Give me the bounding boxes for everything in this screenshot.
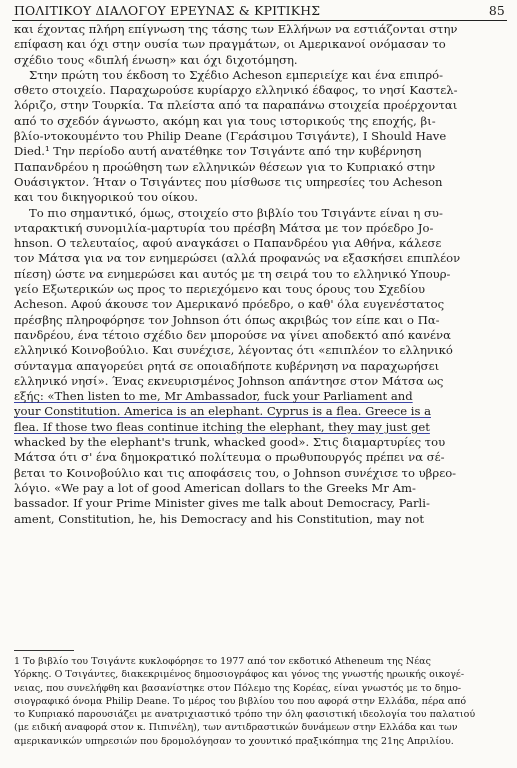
body-line: και έχοντας πλήρη επίγνωση της τάσης των Ελλήνων να εστιάζονται στην (14, 22, 458, 36)
body-line: Στην πρώτη του έκδοση το Σχέδιο Acheson εμπεριείχε και ένα επιπρό- (29, 67, 444, 82)
body-line: σθετο στοιχείο. Παραχωρούσε κυρίαρχο ελληνικό έδαφος, το νησί Καστελ- (14, 83, 458, 98)
body-line: γείο Εξωτερικών ως προς το περιεχόμενο και τους όρους του Σχεδίου (14, 282, 426, 297)
body-line: hnson. Ο τελευταίος, αφού αναγκάσει ο Παπανδρέου για Αθήνα, κάλεσε (14, 236, 442, 251)
body-line: Acheson. Αφού άκουσε τον Αμερικανό πρόεδρο, ο καθ' όλα ευγενέστατος (14, 297, 445, 312)
footnote-line: το Κυπριακό παρουσιάζει με ανατριχιαστικό τρόπο την όλη φασιστική ιδεολογία του παλατιού (14, 709, 476, 721)
body-line: πρέσβης πληροφόρησε τον Johnson ότι όπως ακριβώς τον είπε και ο Πα- (14, 312, 440, 327)
body-line: Μάτσα ότι σ' ένα δημοκρατικό πολίτευμα ο πρωθυπουργός πρέπει να σέ- (14, 450, 445, 465)
body-line: βεται το Κοινοβούλιο και τις αποφάσεις του, ο Johnson συνέχισε το υβρεο- (14, 465, 457, 480)
footnote-line: 1 Το βιβλίο του Τσιγάντε κυκλοφόρησε το 1977 από τον εκδοτικό Atheneum της Νέας (14, 656, 431, 667)
body-line: νταρακτική συνομιλία-μαρτυρία του πρέσβη Μάτσα με τον πρόεδρο Jo- (14, 220, 434, 235)
body-line: πανδρέου, ένα τέτοιο σχέδιο δεν μπορούσε να γίνει αποδεκτό από κανένα (14, 327, 451, 342)
footnote-line: (με ειδική αναφορά στον κ. Πιπινέλη), των αντιδραστικών δυνάμεων στην Ελλάδα και των (14, 722, 458, 734)
body-line: σύνταγμα απαγορεύει ρητά σε οποιαδήποτε κυβέρνηση να παραχωρήσει (14, 358, 440, 373)
body-line: βλίο-ντοκουμέντο του Philip Deane (Γεράσιμου Τσιγάντε), I Should Have (14, 129, 447, 144)
footnote-line: αμερικανικών υπηρεσιών που δρομολόγησαν το χουντικό πραξικόπημα της 21ης Απριλίου. (14, 735, 454, 747)
body-line: πίεση) ώστε να ενημερώσει και αυτός με τη σειρά του το ελληνικό Υπουρ- (14, 266, 451, 281)
footnote-line: σιογραφικό όνομα Philip Deane. Το μέρος του βιβλίου του που αφορά στην Ελλάδα, πέρα από (14, 695, 467, 707)
body-line-underlined: your Constitution. America is an elephant. Cyprus is a flea. Greece is a (14, 404, 431, 419)
body-line: ελληνικό Κοινοβούλιο. Και συνέχισε, λέγοντας ότι «επιπλέον το ελληνικό (14, 343, 453, 358)
body-line: σχέδιο τους «διπλή ένωση» και όχι διχοτόμηση. (14, 52, 298, 67)
body-line: από το σχεδόν άγνωστο, ακόμη και για τους ιστορικούς της εποχής, βι- (14, 113, 436, 128)
body-line: whacked by the elephant's trunk, whacked good». Στις διαμαρτυρίες του (14, 435, 446, 450)
footnote-line: Υόρκης. Ο Τσιγάντες, διακεκριμένος δημοσιογράφος και γόνος της γνωστής ηρωικής οικογέ- (14, 669, 465, 681)
body-line: ελληνικό νησί». Ένας εκνευρισμένος Johnson απάντησε στον Μάτσα ως (14, 373, 444, 388)
body-line: Παπανδρέου η προώθηση των ελληνικών θέσεων για το Κυπριακό στην (14, 159, 436, 174)
page-number: 85 (488, 3, 505, 18)
body-line: ament, Constitution, he, his Democracy and his Constitution, may not (14, 511, 425, 526)
body-line: Died.¹ Την περίοδο αυτή ανατέθηκε τον Τσιγάντε από την κυβέρνηση (14, 144, 422, 159)
body-line-underlined: εξής: «Then listen to me, Mr Ambassador, fuck your Parliament and (14, 389, 413, 404)
body-line: επίφαση και όχι στην ουσία των πραγμάτων, οι Αμερικανοί ονόμασαν το (14, 37, 446, 52)
body-line: λόγιο. «We pay a lot of good American dollars to the Greeks Mr Am- (14, 480, 416, 495)
body-line: τον Μάτσα για να τον ενημερώσει (αλλά προφανώς να εξασκήσει επιπλέον (14, 251, 461, 266)
body-line: Το πιο σημαντικό, όμως, στοιχείο στο βιβλίο του Τσιγάντε είναι η συ- (29, 205, 443, 220)
body-line: bassador. If your Prime Minister gives me talk about Democracy, Parli- (14, 496, 430, 511)
body-line-underlined: flea. If those two fleas continue itching the elephant, they may just get (14, 419, 430, 434)
running-header (14, 2, 505, 20)
body-line: Ουάσιγκτον. Ήταν ο Τσιγάντες που μίσθωσε τις υπηρεσίες του Acheson (14, 174, 443, 189)
body-line: και του δικηγορικού του οίκου. (14, 190, 198, 205)
running-title: ΠΟΛΙΤΙΚΟΥ ΔΙΑΛΟΓΟΥ ΕΡΕΥΝΑΣ & ΚΡΙΤΙΚΗΣ (14, 3, 321, 18)
footnote-line: νειας, που συνελήφθη και βασανίστηκε στον Πόλεμο της Κορέας, είναι γνωστός με το δημο- (14, 682, 462, 694)
header-rule (12, 20, 507, 21)
body-text (14, 22, 506, 527)
footnote (14, 655, 506, 748)
footnote-separator (14, 650, 74, 651)
body-line: λόριζο, στην Τουρκία. Τα πλείστα από τα παραπάνω στοιχεία προέρχονται (14, 98, 458, 113)
